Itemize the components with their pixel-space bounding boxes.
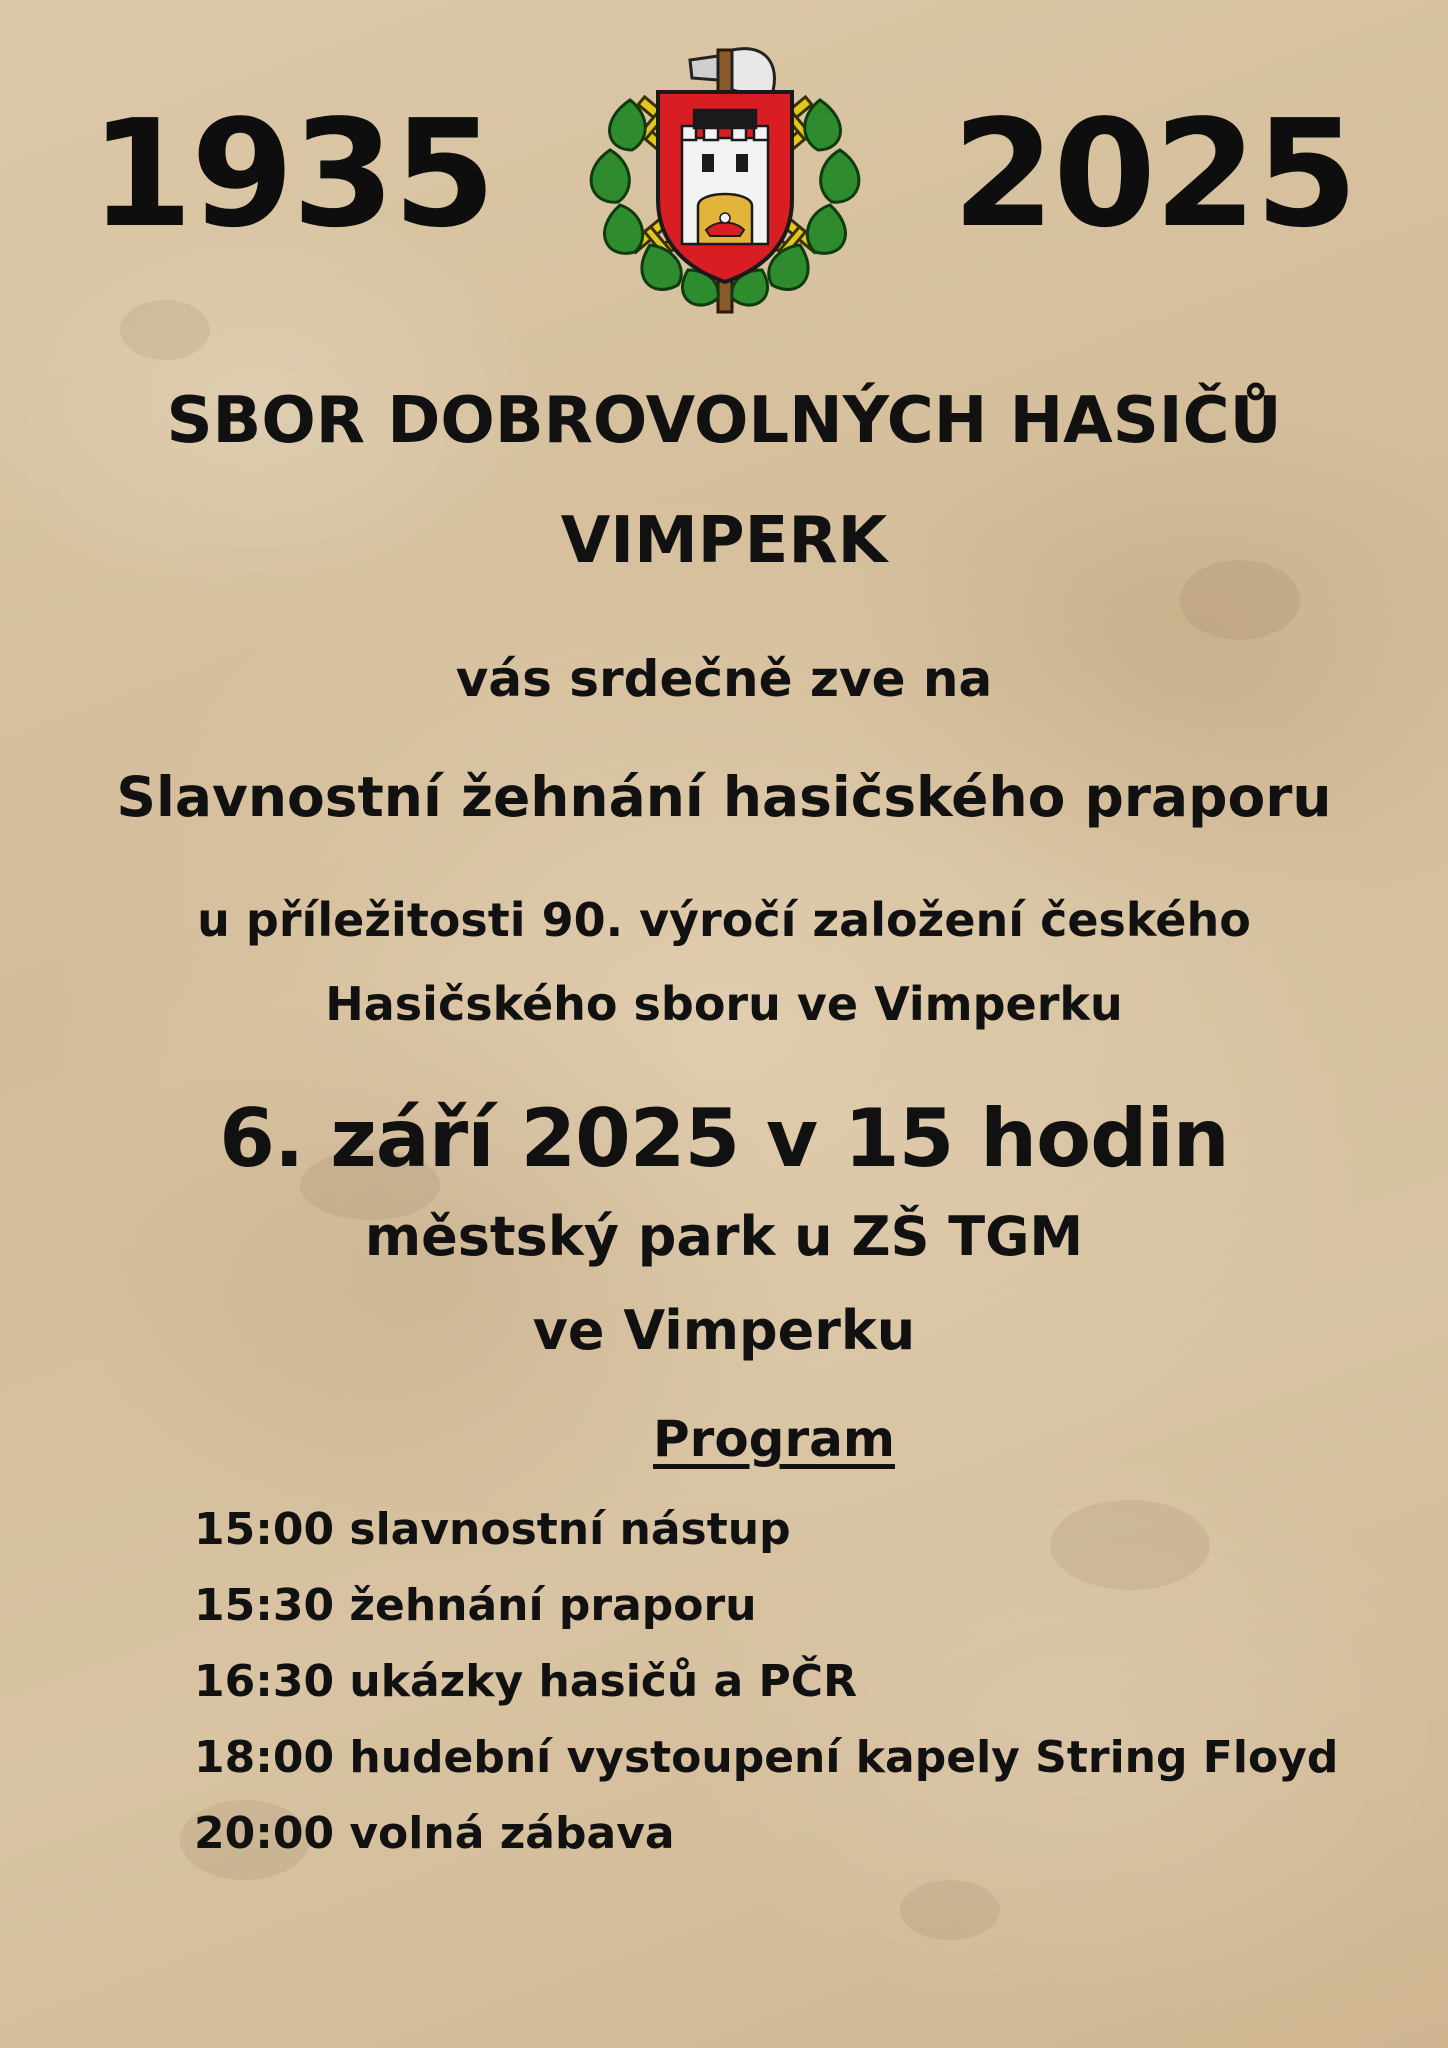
event-name: Slavnostní žehnání hasičského praporu — [116, 765, 1332, 829]
occasion-line-2: Hasičského sboru ve Vimperku — [325, 977, 1123, 1031]
occasion-line-1: u příležitosti 90. výročí založení českého — [197, 893, 1251, 947]
paper-texture — [120, 300, 210, 360]
program-item: 18:00 hudební vystoupení kapely String Floyd — [194, 1732, 1339, 1783]
event-place-line-2: ve Vimperku — [532, 1299, 916, 1362]
program-item: 16:30 ukázky hasičů a PČR — [194, 1656, 857, 1707]
fire-brigade-emblem-icon — [570, 30, 880, 320]
current-year: 2025 — [952, 88, 1356, 260]
program-item: 15:30 žehnání praporu — [194, 1580, 757, 1631]
program-list — [194, 1492, 1338, 1872]
event-place-line-1: městský park u ZŠ TGM — [364, 1205, 1084, 1268]
paper-texture — [900, 1880, 1000, 1940]
organization-town: VIMPERK — [560, 504, 888, 578]
program-item: 15:00 slavnostní nástup — [194, 1504, 791, 1555]
event-date-time: 6. září 2025 v 15 hodin — [219, 1092, 1229, 1185]
organization-title: SBOR DOBROVOLNÝCH HASIČŮ — [166, 384, 1282, 458]
program-heading: Program — [653, 1410, 895, 1468]
founding-year: 1935 — [90, 88, 494, 260]
invitation-text: vás srdečně zve na — [455, 650, 993, 708]
program-item: 20:00 volná zábava — [194, 1808, 675, 1859]
